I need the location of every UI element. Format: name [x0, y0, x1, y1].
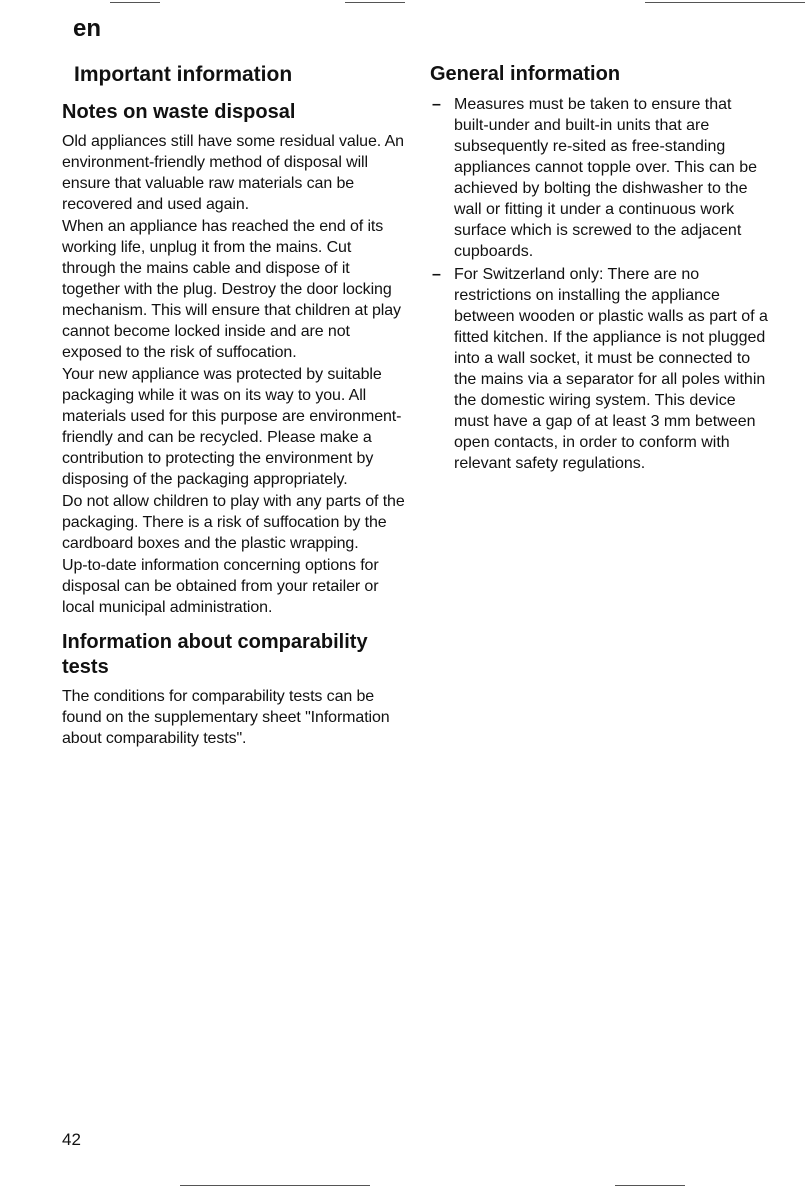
top-rule-mid: [345, 2, 405, 3]
comparability-heading: Information about comparability tests: [62, 631, 368, 678]
top-rule-right: [645, 2, 805, 3]
waste-paragraph: Do not allow children to play with any parts of the packaging. There is a risk of suffocation by the cardboard boxes and the plastic wrapping.: [62, 493, 405, 552]
list-item-text: For Switzerland only: There are no restrictions on installing the appliance between wooden or plastic walls as part of a fitted kitchen. If the appliance is not plugged into a wall socket, it must be connected to the mains via a separator for all poles within the domestic wiring system. This device must have a gap of at least 3 mm between open contacts, in order to conform with relevant safety regulations.: [454, 266, 768, 472]
page-title: Important information: [74, 63, 293, 86]
comparability-paragraph: The conditions for comparability tests can be found on the supplementary sheet "Information about comparability tests".: [62, 688, 390, 747]
list-item: [430, 94, 770, 262]
bottom-rule-right: [615, 1185, 685, 1186]
dash-bullet: –: [432, 266, 441, 283]
waste-paragraph: Up-to-date information concerning options for disposal can be obtained from your retailer or local municipal administration.: [62, 557, 379, 616]
dash-bullet: –: [432, 96, 441, 113]
waste-paragraph: Old appliances still have some residual value. An environment-friendly method of disposal will ensure that valuable raw materials can be recovered and used again.: [62, 133, 404, 213]
list-item: [430, 264, 770, 474]
top-rule-left: [110, 2, 160, 3]
waste-paragraph: When an appliance has reached the end of its working life, unplug it from the mains. Cut through the mains cable and dispose of it together with the plug. Destroy the door locking mechanism. This will ensure that children at play cannot become locked inside and are not exposed to the risk of suffocation.: [62, 218, 401, 361]
language-label: en: [73, 15, 102, 42]
left-column: [62, 60, 407, 749]
list-item-text: Measures must be taken to ensure that built-under and built-in units that are subsequently re-sited as free-standing appliances cannot topple over. This can be achieved by bolting the dishwasher to the wall or fitting it under a continuous work surface which is screwed to the adjacent cupboards.: [454, 96, 758, 260]
waste-paragraph: Your new appliance was protected by suitable packaging while it was on its way to you. All materials used for this purpose are environment-friendly and can be recycled. Please make a contribution to protecting the environment by disposing of the packaging appropriately.: [62, 366, 402, 488]
waste-disposal-heading: Notes on waste disposal: [62, 101, 296, 123]
general-information-heading: General information: [430, 63, 621, 85]
right-column: [430, 62, 770, 474]
bottom-rule-left: [180, 1185, 370, 1186]
page-number: 42: [62, 1130, 81, 1149]
